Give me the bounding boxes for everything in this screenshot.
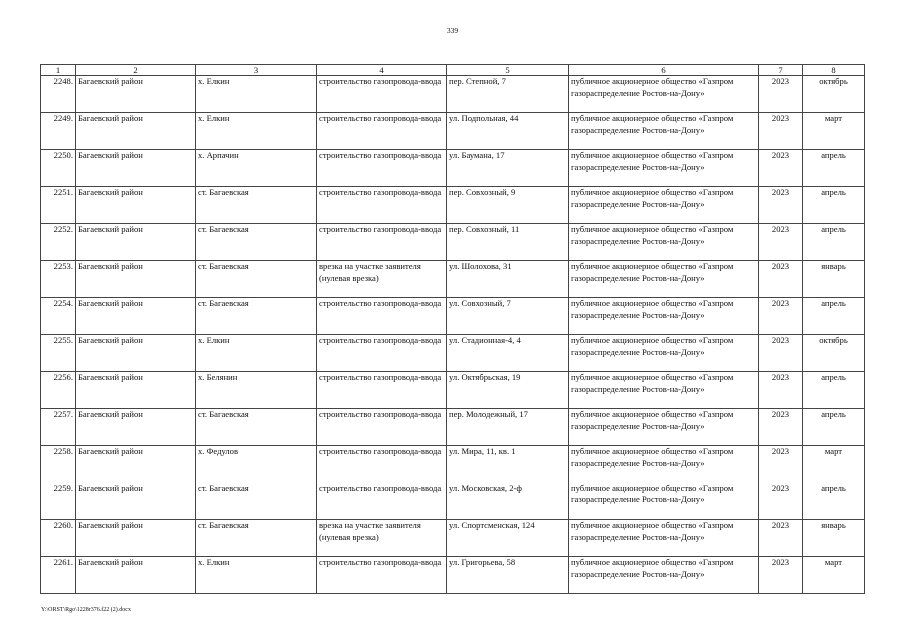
district-cell: Багаевский район — [76, 483, 196, 520]
work-type-cell: строительство газопровода-ввода — [317, 557, 447, 594]
locality-cell: х. Арпачин — [196, 150, 317, 187]
district-cell: Багаевский район — [76, 76, 196, 113]
work-type-cell: строительство газопровода-ввода — [317, 483, 447, 520]
year-cell: 2023 — [759, 298, 803, 335]
address-cell: ул. Подпольная, 44 — [447, 113, 569, 150]
month-cell: апрель — [803, 150, 865, 187]
year-cell: 2023 — [759, 557, 803, 594]
row-number-cell: 2249. — [41, 113, 76, 150]
organization-cell: публичное акционерное общество «Газпром газораспределение Ростов-на-Дону» — [569, 187, 759, 224]
month-cell: апрель — [803, 483, 865, 520]
column-header: 2 — [76, 65, 196, 76]
table-row — [41, 557, 865, 594]
month-cell: апрель — [803, 298, 865, 335]
year-cell: 2023 — [759, 113, 803, 150]
locality-cell: ст. Багаевская — [196, 187, 317, 224]
row-number-cell: 2256. — [41, 372, 76, 409]
row-number-cell: 2259. — [41, 483, 76, 520]
address-cell: пер. Степной, 7 — [447, 76, 569, 113]
month-cell: апрель — [803, 224, 865, 261]
district-cell: Багаевский район — [76, 557, 196, 594]
year-cell: 2023 — [759, 372, 803, 409]
year-cell: 2023 — [759, 335, 803, 372]
work-type-cell: строительство газопровода-ввода — [317, 76, 447, 113]
address-cell: ул. Совхозный, 7 — [447, 298, 569, 335]
year-cell: 2023 — [759, 520, 803, 557]
page-number: 339 — [446, 26, 459, 35]
month-cell: апрель — [803, 409, 865, 446]
organization-cell: публичное акционерное общество «Газпром газораспределение Ростов-на-Дону» — [569, 335, 759, 372]
locality-cell: ст. Багаевская — [196, 224, 317, 261]
column-header: 1 — [41, 65, 76, 76]
column-header: 6 — [569, 65, 759, 76]
work-type-cell: строительство газопровода-ввода — [317, 409, 447, 446]
row-number-cell: 2248. — [41, 76, 76, 113]
row-number-cell: 2254. — [41, 298, 76, 335]
organization-cell: публичное акционерное общество «Газпром газораспределение Ростов-на-Дону» — [569, 113, 759, 150]
table-row — [41, 150, 865, 187]
footer-file-path: Y:\ORST\Rgo\1228r376.f22 (2).docx — [41, 607, 131, 613]
table-row — [41, 483, 865, 520]
district-cell: Багаевский район — [76, 372, 196, 409]
month-cell: апрель — [803, 372, 865, 409]
work-type-cell: строительство газопровода-ввода — [317, 113, 447, 150]
month-cell: март — [803, 557, 865, 594]
table-row — [41, 113, 865, 150]
column-header: 3 — [196, 65, 317, 76]
row-number-cell: 2260. — [41, 520, 76, 557]
district-cell: Багаевский район — [76, 298, 196, 335]
organization-cell: публичное акционерное общество «Газпром газораспределение Ростов-на-Дону» — [569, 372, 759, 409]
locality-cell: ст. Багаевская — [196, 483, 317, 520]
row-number-cell: 2250. — [41, 150, 76, 187]
address-cell: ул. Баумана, 17 — [447, 150, 569, 187]
table-row — [41, 335, 865, 372]
table-body — [41, 76, 865, 594]
address-cell: ул. Мира, 11, кв. 1 — [447, 446, 569, 483]
organization-cell: публичное акционерное общество «Газпром газораспределение Ростов-на-Дону» — [569, 298, 759, 335]
organization-cell: публичное акционерное общество «Газпром газораспределение Ростов-на-Дону» — [569, 224, 759, 261]
year-cell: 2023 — [759, 409, 803, 446]
district-cell: Багаевский район — [76, 446, 196, 483]
register-table — [40, 64, 865, 594]
work-type-cell: строительство газопровода-ввода — [317, 224, 447, 261]
district-cell: Багаевский район — [76, 113, 196, 150]
locality-cell: х. Елкин — [196, 335, 317, 372]
district-cell: Багаевский район — [76, 335, 196, 372]
year-cell: 2023 — [759, 224, 803, 261]
table-row — [41, 76, 865, 113]
table-row — [41, 446, 865, 483]
row-number-cell: 2252. — [41, 224, 76, 261]
table-row — [41, 224, 865, 261]
column-header: 7 — [759, 65, 803, 76]
table-row — [41, 409, 865, 446]
locality-cell: ст. Багаевская — [196, 520, 317, 557]
district-cell: Багаевский район — [76, 409, 196, 446]
month-cell: март — [803, 113, 865, 150]
locality-cell: х. Елкин — [196, 557, 317, 594]
locality-cell: ст. Багаевская — [196, 261, 317, 298]
locality-cell: х. Елкин — [196, 113, 317, 150]
address-cell: ул. Октябрьская, 19 — [447, 372, 569, 409]
address-cell: ул. Шолохова, 31 — [447, 261, 569, 298]
column-header: 4 — [317, 65, 447, 76]
year-cell: 2023 — [759, 76, 803, 113]
work-type-cell: строительство газопровода-ввода — [317, 298, 447, 335]
work-type-cell: врезка на участке заявителя (нулевая врезка) — [317, 261, 447, 298]
table-row — [41, 298, 865, 335]
district-cell: Багаевский район — [76, 150, 196, 187]
column-header: 5 — [447, 65, 569, 76]
address-cell: пер. Совхозный, 11 — [447, 224, 569, 261]
organization-cell: публичное акционерное общество «Газпром газораспределение Ростов-на-Дону» — [569, 409, 759, 446]
month-cell: октябрь — [803, 76, 865, 113]
work-type-cell: строительство газопровода-ввода — [317, 446, 447, 483]
month-cell: апрель — [803, 187, 865, 224]
row-number-cell: 2251. — [41, 187, 76, 224]
month-cell: январь — [803, 520, 865, 557]
work-type-cell: врезка на участке заявителя (нулевая врезка) — [317, 520, 447, 557]
address-cell: ул. Спортсменская, 124 — [447, 520, 569, 557]
column-number-header-row — [41, 65, 865, 76]
table-row — [41, 520, 865, 557]
district-cell: Багаевский район — [76, 520, 196, 557]
locality-cell: х. Белянин — [196, 372, 317, 409]
address-cell: ул. Московская, 2-ф — [447, 483, 569, 520]
locality-cell: х. Елкин — [196, 76, 317, 113]
row-number-cell: 2258. — [41, 446, 76, 483]
year-cell: 2023 — [759, 187, 803, 224]
month-cell: октябрь — [803, 335, 865, 372]
address-cell: пер. Совхозный, 9 — [447, 187, 569, 224]
row-number-cell: 2255. — [41, 335, 76, 372]
table-row — [41, 187, 865, 224]
locality-cell: ст. Багаевская — [196, 409, 317, 446]
month-cell: март — [803, 446, 865, 483]
address-cell: пер. Молодежный, 17 — [447, 409, 569, 446]
row-number-cell: 2261. — [41, 557, 76, 594]
organization-cell: публичное акционерное общество «Газпром газораспределение Ростов-на-Дону» — [569, 446, 759, 483]
address-cell: ул. Григорьева, 58 — [447, 557, 569, 594]
district-cell: Багаевский район — [76, 261, 196, 298]
organization-cell: публичное акционерное общество «Газпром газораспределение Ростов-на-Дону» — [569, 150, 759, 187]
work-type-cell: строительство газопровода-ввода — [317, 372, 447, 409]
table-row — [41, 372, 865, 409]
work-type-cell: строительство газопровода-ввода — [317, 150, 447, 187]
locality-cell: х. Федулов — [196, 446, 317, 483]
work-type-cell: строительство газопровода-ввода — [317, 335, 447, 372]
row-number-cell: 2253. — [41, 261, 76, 298]
locality-cell: ст. Багаевская — [196, 298, 317, 335]
organization-cell: публичное акционерное общество «Газпром газораспределение Ростов-на-Дону» — [569, 76, 759, 113]
table-row — [41, 261, 865, 298]
organization-cell: публичное акционерное общество «Газпром газораспределение Ростов-на-Дону» — [569, 261, 759, 298]
work-type-cell: строительство газопровода-ввода — [317, 187, 447, 224]
register-table-container — [40, 64, 864, 594]
district-cell: Багаевский район — [76, 187, 196, 224]
month-cell: январь — [803, 261, 865, 298]
row-number-cell: 2257. — [41, 409, 76, 446]
column-header: 8 — [803, 65, 865, 76]
year-cell: 2023 — [759, 483, 803, 520]
organization-cell: публичное акционерное общество «Газпром газораспределение Ростов-на-Дону» — [569, 483, 759, 520]
organization-cell: публичное акционерное общество «Газпром газораспределение Ростов-на-Дону» — [569, 557, 759, 594]
district-cell: Багаевский район — [76, 224, 196, 261]
year-cell: 2023 — [759, 150, 803, 187]
year-cell: 2023 — [759, 446, 803, 483]
year-cell: 2023 — [759, 261, 803, 298]
address-cell: ул. Стадионная-4, 4 — [447, 335, 569, 372]
organization-cell: публичное акционерное общество «Газпром газораспределение Ростов-на-Дону» — [569, 520, 759, 557]
